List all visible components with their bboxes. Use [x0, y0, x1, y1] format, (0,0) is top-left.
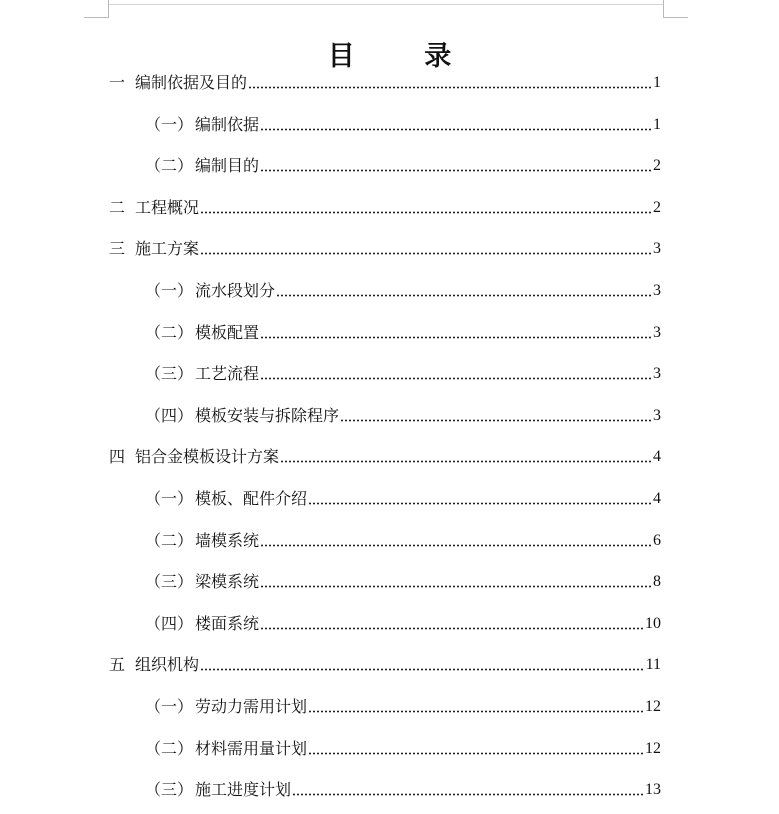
toc-entry-text: 楼面系统	[195, 613, 260, 633]
toc-entry-text: 墙模系统	[195, 530, 260, 550]
toc-entry-label	[109, 446, 279, 468]
toc-entry-label	[145, 530, 259, 552]
toc-entry-label	[109, 197, 199, 219]
toc-page-number: 3	[653, 406, 661, 424]
toc-entry[interactable]	[145, 278, 661, 302]
toc-entry-text: 流水段划分	[195, 281, 276, 300]
toc-entry-text: 劳动力需用计划	[195, 697, 308, 716]
toc-entry-text: 编制依据	[195, 114, 260, 134]
toc-entry[interactable]	[109, 444, 661, 468]
toc-entry-number: （一）	[145, 114, 194, 134]
toc-entry-label	[145, 488, 307, 510]
toc-entry[interactable]	[145, 694, 661, 718]
dot-leader	[260, 585, 652, 588]
toc-entry-number: （二）	[145, 530, 194, 550]
toc-entry-label	[145, 322, 259, 344]
toc-entry-number: （二）	[145, 156, 194, 176]
toc-page-number: 2	[653, 198, 661, 216]
dot-leader	[200, 211, 652, 214]
toc-entry[interactable]	[145, 361, 661, 385]
toc-entry-label	[145, 363, 259, 385]
dot-leader	[292, 793, 644, 796]
toc-entry-text: 材料需用量计划	[195, 738, 308, 758]
toc-entry-number: （二）	[145, 738, 194, 758]
toc-entry-text: 工艺流程	[195, 364, 260, 384]
crop-mark-top-right-vertical	[663, 0, 664, 18]
dot-leader	[308, 752, 644, 755]
toc-entry-number: （三）	[145, 780, 194, 800]
toc-entry-label	[145, 280, 275, 302]
toc-title: 目 录	[327, 41, 482, 73]
toc-entry-number: 三	[109, 239, 126, 259]
toc-page-number: 6	[653, 531, 661, 549]
toc-page-number: 1	[653, 74, 661, 91]
toc-entry-label	[145, 779, 291, 801]
toc-entry-number: （一）	[145, 489, 194, 508]
dot-leader	[280, 460, 652, 463]
toc-entry-text: 模板安装与拆除程序	[195, 405, 340, 425]
toc-page-number: 12	[645, 698, 661, 715]
toc-entry-number: （三）	[145, 364, 194, 384]
toc-page-number: 4	[653, 490, 661, 507]
dot-leader	[308, 502, 652, 505]
toc-entry-text: 编制目的	[195, 156, 260, 176]
toc-entry[interactable]	[145, 736, 661, 760]
toc-entry-number: （一）	[145, 697, 194, 716]
toc-entry-label	[109, 654, 199, 676]
toc-entry[interactable]	[145, 486, 661, 510]
crop-mark-top-left-vertical	[108, 0, 109, 18]
dot-leader	[260, 544, 652, 547]
toc-entry-text: 施工方案	[135, 239, 200, 259]
crop-mark-top-right-horizontal	[664, 17, 688, 18]
toc-entry[interactable]	[145, 153, 661, 177]
toc-entry[interactable]	[145, 777, 661, 801]
toc-entry-label	[145, 696, 307, 718]
toc-entry-label	[145, 571, 259, 593]
toc-entry-number: （三）	[145, 572, 194, 592]
page-top-rule	[109, 4, 663, 5]
toc-entry[interactable]	[109, 70, 661, 94]
toc-entry-label	[109, 72, 247, 94]
toc-page-number: 12	[645, 739, 661, 757]
toc-entry-number: 四	[109, 447, 126, 467]
toc-entry[interactable]	[109, 195, 661, 219]
dot-leader	[260, 377, 652, 380]
toc-page-number: 3	[653, 282, 661, 299]
dot-leader	[248, 86, 652, 89]
toc-page-number: 3	[653, 323, 661, 341]
toc-entry-label	[109, 238, 199, 260]
toc-entry-text: 工程概况	[135, 197, 200, 217]
toc-entry-label	[145, 613, 259, 635]
toc-entry[interactable]	[109, 236, 661, 260]
crop-mark-top-left-horizontal	[84, 17, 108, 18]
toc-entry[interactable]	[145, 569, 661, 593]
dot-leader	[308, 710, 644, 713]
toc-entry-label	[145, 738, 307, 760]
toc-entry-number: 二	[109, 197, 126, 217]
dot-leader	[260, 627, 644, 630]
toc-entry-text: 梁模系统	[195, 572, 260, 592]
dot-leader	[260, 336, 652, 339]
toc-entry-number: 五	[109, 655, 126, 675]
dot-leader	[260, 128, 652, 131]
toc-page-number: 4	[653, 448, 661, 466]
toc-page-number: 2	[653, 157, 661, 175]
toc-entry-text: 编制依据及目的	[135, 73, 248, 92]
toc-entry[interactable]	[109, 652, 661, 676]
toc-page-number: 13	[645, 781, 661, 799]
toc-entry[interactable]	[145, 112, 661, 136]
dot-leader	[340, 419, 652, 422]
toc-entry-number: （四）	[145, 613, 194, 633]
toc-page-number: 3	[653, 240, 661, 258]
toc-page-number: 10	[645, 614, 661, 632]
toc-entry-text: 铝合金模板设计方案	[135, 447, 280, 467]
toc-page-number: 8	[653, 573, 661, 591]
dot-leader	[200, 668, 645, 671]
toc-page-number: 1	[653, 115, 661, 133]
toc-entry-label	[145, 405, 339, 427]
toc-entry-text: 模板、配件介绍	[195, 489, 308, 508]
toc-entry[interactable]	[145, 528, 661, 552]
toc-page-number: 11	[645, 656, 661, 674]
toc-page-number: 3	[653, 365, 661, 383]
toc-entry-label	[145, 114, 259, 136]
toc-entry-text: 模板配置	[195, 322, 260, 342]
dot-leader	[260, 169, 652, 172]
dot-leader	[200, 252, 652, 255]
toc-entry-text: 施工进度计划	[195, 780, 292, 800]
toc-entry-number: （四）	[145, 405, 194, 425]
toc-entry-text: 组织机构	[135, 655, 200, 675]
dot-leader	[276, 294, 652, 297]
toc-entry-number: （一）	[145, 281, 194, 300]
toc-entry-number: （二）	[145, 322, 194, 342]
toc-entry-label	[145, 155, 259, 177]
toc-entry-number: 一	[109, 73, 126, 92]
toc-entry[interactable]	[145, 611, 661, 635]
toc-entry[interactable]	[145, 403, 661, 427]
toc-entry[interactable]	[145, 320, 661, 344]
